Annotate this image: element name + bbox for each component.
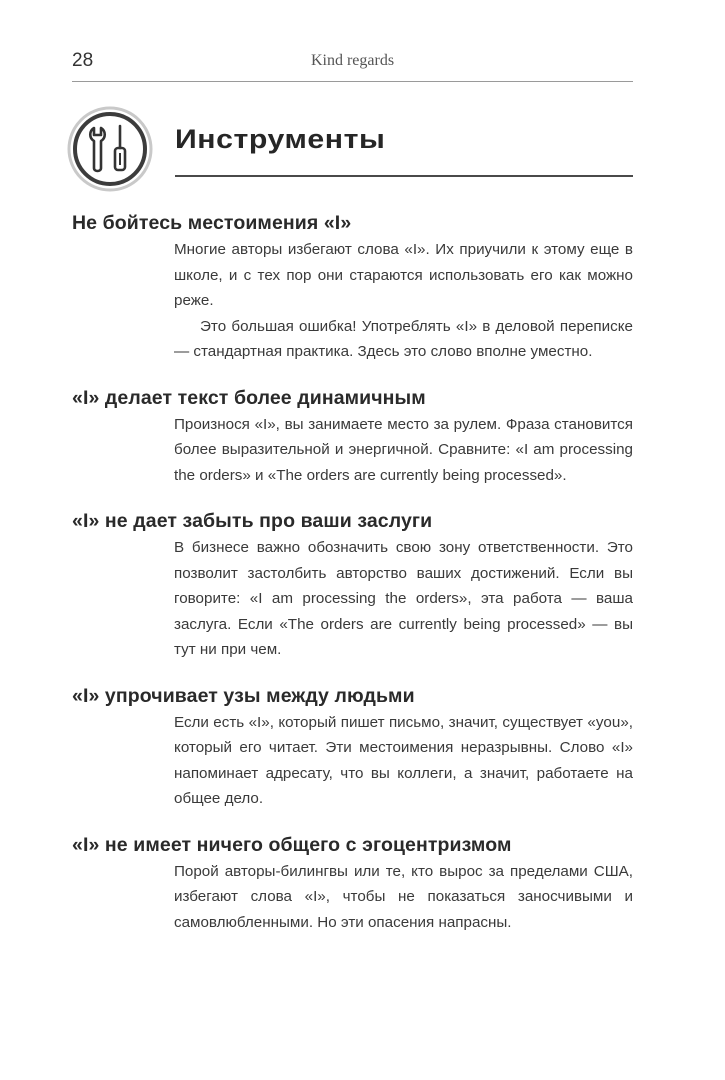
running-header [72, 44, 633, 82]
section-4 [72, 682, 633, 812]
page-number: 28 [72, 50, 94, 71]
running-title: Kind regards [310, 52, 395, 69]
section-3 [72, 507, 633, 663]
paragraph: Это большая ошибка! Употреблять «I» в деловой переписке — стандартная практика. Здесь это слово вполне уместно. [174, 317, 633, 360]
page-content [72, 209, 633, 954]
section-5 [72, 831, 633, 936]
section-1 [72, 209, 633, 365]
paragraph: Если есть «I», который пишет письмо, значит, существует «you», который его читает. Эти местоимения неразрывны. Слово «I» напоминает адресату, что вы коллеги, а значит, работаете на общее дело. [174, 713, 633, 807]
section-heading: «I» делает текст более динамичным [72, 386, 426, 409]
wrench-and-screwdriver-icon [67, 106, 153, 192]
section-heading: Не бойтесь местоимения «I» [72, 212, 352, 234]
section-heading: «I» не дает забыть про ваши заслуги [72, 510, 433, 532]
paragraph: Порой авторы-билингвы или те, кто вырос за пределами США, избегают слова «I», чтобы не показаться заносчивыми и самовлюбленными. Но эти опасения напрасны. [174, 862, 633, 931]
section-heading: «I» не имеет ничего общего с эгоцентризмом [72, 833, 512, 856]
paragraph: В бизнесе важно обозначить свою зону ответственности. Это позволит застолбить авторство ваших достижений. Если вы говорите: «I am processing the orders», эта работа — ваша заслуга. Если «The orders are currently being processed» — вы тут ни при чем. [174, 539, 633, 658]
chapter-title-rule [175, 175, 633, 177]
paragraph: Произнося «I», вы занимаете место за рулем. Фраза становится более выразительной и энергичной. Сравните: «I am processing the orders» и «The orders are currently being processed». [174, 415, 633, 484]
paragraph: Многие авторы избегают слова «I». Их приучили к этому еще в школе, и с тех пор они стараются использовать его как можно реже. [174, 241, 633, 309]
section-2 [72, 384, 633, 489]
chapter-title: Инструменты [175, 124, 386, 154]
section-heading: «I» упрочивает узы между людьми [72, 684, 415, 707]
